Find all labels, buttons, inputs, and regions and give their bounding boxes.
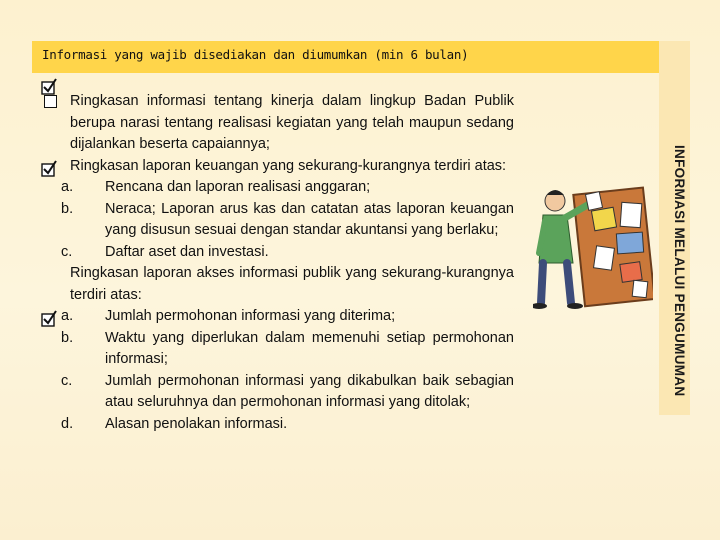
item-3-sub-d: d. Alasan penolakan informasi.: [61, 415, 288, 432]
bulletin-board-illustration: [533, 163, 653, 313]
item-2-sub-c: c. Daftar aset dan investasi.: [61, 243, 269, 260]
item-1: Ringkasan informasi tentang kinerja dalam lingkup Badan Publik berupa narasi tentang realisasi kegiatan yang telah maupun sedang dijalankan beserta capaiannya;: [70, 93, 514, 152]
item-2: Ringkasan laporan keuangan yang sekurang-kurangnya terdiri atas:: [70, 157, 507, 174]
checkbox-checked-icon: [41, 78, 58, 95]
checkbox-empty-icon: [44, 95, 57, 108]
item-3: Ringkasan laporan akses informasi publik yang sekurang-kurangnya terdiri atas:: [70, 265, 514, 303]
checkbox-checked-icon: [41, 310, 58, 327]
slide-title: Informasi yang wajib disediakan dan diumumkan (min 6 bulan): [42, 47, 469, 62]
item-3-sub-c: c. Jumlah permohonan informasi yang dikabulkan baik sebagian atau seluruhnya dan permohonan informasi yang ditolak;: [61, 372, 514, 410]
item-3-sub-a: a. Jumlah permohonan informasi yang diterima;: [61, 308, 396, 324]
side-label: INFORMASI MELALUI PENGUMUMAN: [672, 145, 687, 397]
item-2-sub-b: b. Neraca; Laporan arus kas dan catatan atas laporan keuangan yang disusun sesuai dengan standar akuntansi yang berlaku;: [61, 200, 514, 238]
item-3-sub-b: b. Waktu yang diperlukan dalam memenuhi setiap permohonan informasi;: [61, 329, 514, 367]
checkbox-checked-icon: [41, 160, 58, 177]
item-2-bold: Ringkasan: [70, 157, 139, 174]
item-2-sub-a: a. Rencana dan laporan realisasi anggaran;: [61, 179, 371, 195]
content-body: [61, 91, 514, 435]
